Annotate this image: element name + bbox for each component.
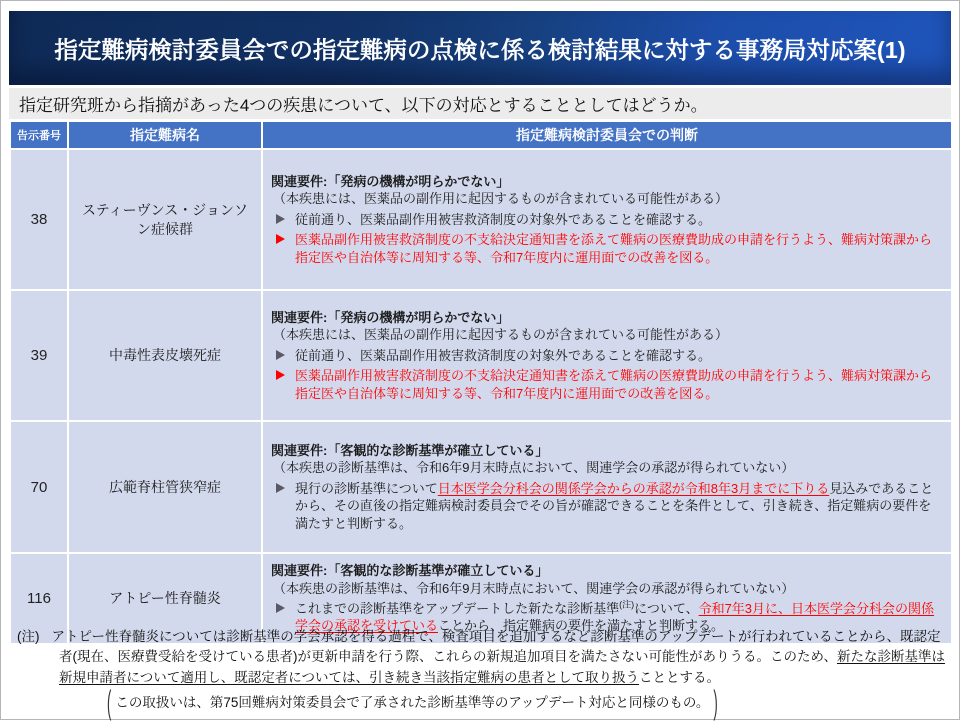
notification-number: 38 xyxy=(11,150,67,289)
title-banner xyxy=(9,11,951,85)
bracket-note xyxy=(103,683,949,722)
arrow-bullet-icon xyxy=(271,211,295,228)
text-segment: 現行の診断基準について xyxy=(295,480,438,496)
judgment-heading xyxy=(271,309,941,326)
text-segment: 関連要件:「発病の機構が明らかでない」 xyxy=(271,309,510,325)
disease-name: 広範脊柱管狭窄症 xyxy=(69,422,261,552)
footnote-text xyxy=(52,629,945,685)
text-segment: （本疾患には、医薬品の副作用に起因するものが含まれている可能性がある） xyxy=(273,191,729,207)
disease-name: アトピー性脊髄炎 xyxy=(69,554,261,643)
right-bracket: ) xyxy=(713,683,718,722)
text-segment: について、 xyxy=(634,601,699,616)
footnote-label: (注) xyxy=(17,629,40,644)
judgment-paren xyxy=(271,580,941,597)
arrow-bullet-icon xyxy=(271,480,295,532)
subtitle-text: 指定研究班から指摘があった4つの疾患について、以下の対応とすることとしてはどうか。 xyxy=(19,96,708,115)
header-committee-judgment: 指定難病検討委員会での判断 xyxy=(263,122,951,148)
judgment-bullet xyxy=(271,231,941,266)
footnote-area xyxy=(17,627,949,722)
table-header-row xyxy=(11,122,951,148)
judgment-paren xyxy=(271,326,941,343)
text-segment: 従前通り、医薬品副作用被害救済制度の対象外であることを確認する。 xyxy=(295,347,712,363)
bullet-text xyxy=(295,231,941,266)
judgment-paren xyxy=(271,459,941,476)
text-segment: ことから、指定難病の要件を満たすと判断する。 xyxy=(438,618,725,634)
text-segment: 医薬品副作用被害救済制度の不支給決定通知書を添えて難病の医療費助成の申請を行うよう、難病対策課から指定医や自治体等に周知する等、令和7年度内に運用面での改善を図る。 xyxy=(295,232,933,265)
arrow-bullet-icon xyxy=(271,367,295,402)
arrow-bullet-icon xyxy=(276,350,285,360)
disease-name: スティーヴンス・ジョンソン症候群 xyxy=(69,150,261,289)
arrow-bullet-icon xyxy=(271,347,295,364)
text-segment: 医薬品副作用被害救済制度の不支給決定通知書を添えて難病の医療費助成の申請を行うよう、難病対策課から指定医や自治体等に周知する等、令和7年度内に運用面での改善を図る。 xyxy=(295,368,933,401)
text-segment: (注) xyxy=(619,599,635,610)
table-row xyxy=(11,422,951,552)
table-row xyxy=(11,150,951,289)
judgment-bullet xyxy=(271,211,941,228)
judgment-cell xyxy=(263,422,951,552)
arrow-bullet-icon xyxy=(276,603,285,613)
judgment-heading xyxy=(271,562,941,579)
bracket-note-text: この取扱いは、第75回難病対策委員会で了承された診断基準等のアップデート対応と同様のもの。 xyxy=(115,694,710,710)
arrow-bullet-icon xyxy=(276,214,285,224)
judgment-bullet xyxy=(271,480,941,532)
text-segment: 見込みであることから、その直後の指定難病検討委員会でその旨が確認できることを条件として、引き続き、指定難病の要件を満たすと判断する。 xyxy=(295,480,934,531)
judgment-paren xyxy=(271,190,941,207)
bullet-text xyxy=(295,367,941,402)
text-segment: （本疾患の診断基準は、令和6年9月末時点において、関連学会の承認が得られていない） xyxy=(273,460,795,476)
disease-table xyxy=(9,120,953,645)
arrow-bullet-icon xyxy=(276,370,285,380)
judgment-heading xyxy=(271,173,941,190)
bullet-text xyxy=(295,347,941,364)
text-segment: （本疾患の診断基準は、令和6年9月末時点において、関連学会の承認が得られていない） xyxy=(273,580,795,596)
text-segment: 令和7年3月に、日本医学会分科会の関係学会の承認を受けている xyxy=(295,601,935,634)
text-segment: こととする。 xyxy=(638,669,720,685)
subtitle-bar xyxy=(9,88,951,119)
bullet-text xyxy=(295,211,941,228)
notification-number: 70 xyxy=(11,422,67,552)
judgment-bullet xyxy=(271,347,941,364)
table-row xyxy=(11,291,951,420)
footnote xyxy=(17,627,949,688)
text-segment: 新たな診断基準は新規申請者について適用し、既認定者については、引き続き当該指定難病の患者として取り扱う xyxy=(59,649,945,685)
left-bracket: ( xyxy=(107,683,112,722)
arrow-bullet-icon xyxy=(276,483,285,493)
text-segment: 関連要件:「客観的な診断基準が確立している」 xyxy=(271,442,549,458)
judgment-cell xyxy=(263,291,951,420)
text-segment: 関連要件:「客観的な診断基準が確立している」 xyxy=(271,563,549,579)
judgment-heading xyxy=(271,442,941,459)
header-notification-number: 告示番号 xyxy=(11,122,67,148)
text-segment: 日本医学会分科会の関係学会からの承認が令和8年3月までに下りる xyxy=(437,480,830,496)
page-title: 指定難病検討委員会での指定難病の点検に係る検討結果に対する事務局対応案(1) xyxy=(54,37,906,63)
text-segment: アトピー性脊髄炎については診断基準の学会承認を得る過程で、検査項目を追加するなど診断基準のアップデートが行われていることから、既認定者(現在、医療費受給を受けている患者)が更新申請を行う際、これらの新規追加項目を満たさない可能性がありうる。このため、 xyxy=(51,629,941,665)
text-segment: 関連要件:「発病の機構が明らかでない」 xyxy=(271,173,510,189)
arrow-bullet-icon xyxy=(271,231,295,266)
arrow-bullet-icon xyxy=(276,234,285,244)
text-segment: 従前通り、医薬品副作用被害救済制度の対象外であることを確認する。 xyxy=(295,211,712,227)
notification-number: 116 xyxy=(11,554,67,643)
judgment-cell xyxy=(263,150,951,289)
judgment-bullet xyxy=(271,367,941,402)
text-segment: （本疾患には、医薬品の副作用に起因するものが含まれている可能性がある） xyxy=(273,327,729,343)
text-segment: これまでの診断基準をアップデートした新たな診断基準 xyxy=(295,601,620,616)
disease-name: 中毒性表皮壊死症 xyxy=(69,291,261,420)
header-disease-name: 指定難病名 xyxy=(69,122,261,148)
bullet-text xyxy=(295,480,941,532)
notification-number: 39 xyxy=(11,291,67,420)
